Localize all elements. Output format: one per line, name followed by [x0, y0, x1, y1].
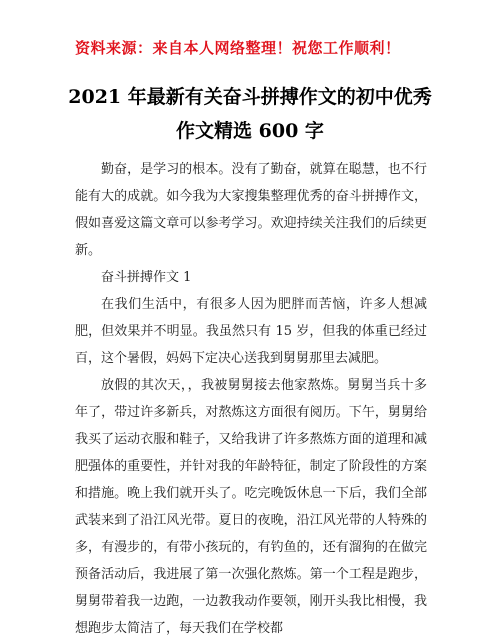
document-title — [60, 80, 440, 148]
title-line-1: 2021 年最新有关奋斗拼搏作文的初中优秀 — [68, 86, 432, 108]
body-paragraph: 放假的其次天，，我被舅舅接去他家熬炼。舅舅当兵十多年了，带过许多新兵，对熬炼这方面很有阅历。下午，舅舅给我买了运动衣服和鞋子，又给我讲了许多熬炼方面的道理和减肥强体的重要性，并针对我的年龄特征，制定了阶段性的方案和措施。晚上我们就开头了。吃完晚饭休息一下后，我们全部武装来到了沿江风光带。夏日的夜晚，沿江风光带的人特殊的多，有漫步的，有带小孩玩的，有钓鱼的，还有溜狗的在做完预备活动后，我进展了第一次强化熬炼。第一个工程是跑步，舅舅带着我一边跑，一边教我动作要领，刚开头我比相慢，我想跑步太简洁了，每天我们在学校都 — [75, 378, 427, 636]
body-paragraph: 在我们生活中，有很多人因为肥胖而苦恼，许多人想减肥，但效果并不明显。我虽然只有 15 岁，但我的体重已经过百，这个暑假，妈妈下定决心送我到舅舅那里去减肥。 — [75, 297, 427, 366]
title-line-2: 作文精选 600 字 — [176, 120, 324, 142]
section-heading: 奋斗拼搏作文 1 — [101, 270, 192, 285]
intro-paragraph: 勤奋，是学习的根本。没有了勤奋，就算在聪慧，也不行能有大的成就。如今我为大家搜集整理优秀的奋斗拼搏作文，假如喜爱这篇文章可以参考学习。欢迎持续关注我们的后续更新。 — [75, 162, 427, 258]
document-body — [75, 156, 427, 642]
source-banner: 资料来源：来自本人网络整理！祝您工作顺利！ — [75, 39, 401, 57]
